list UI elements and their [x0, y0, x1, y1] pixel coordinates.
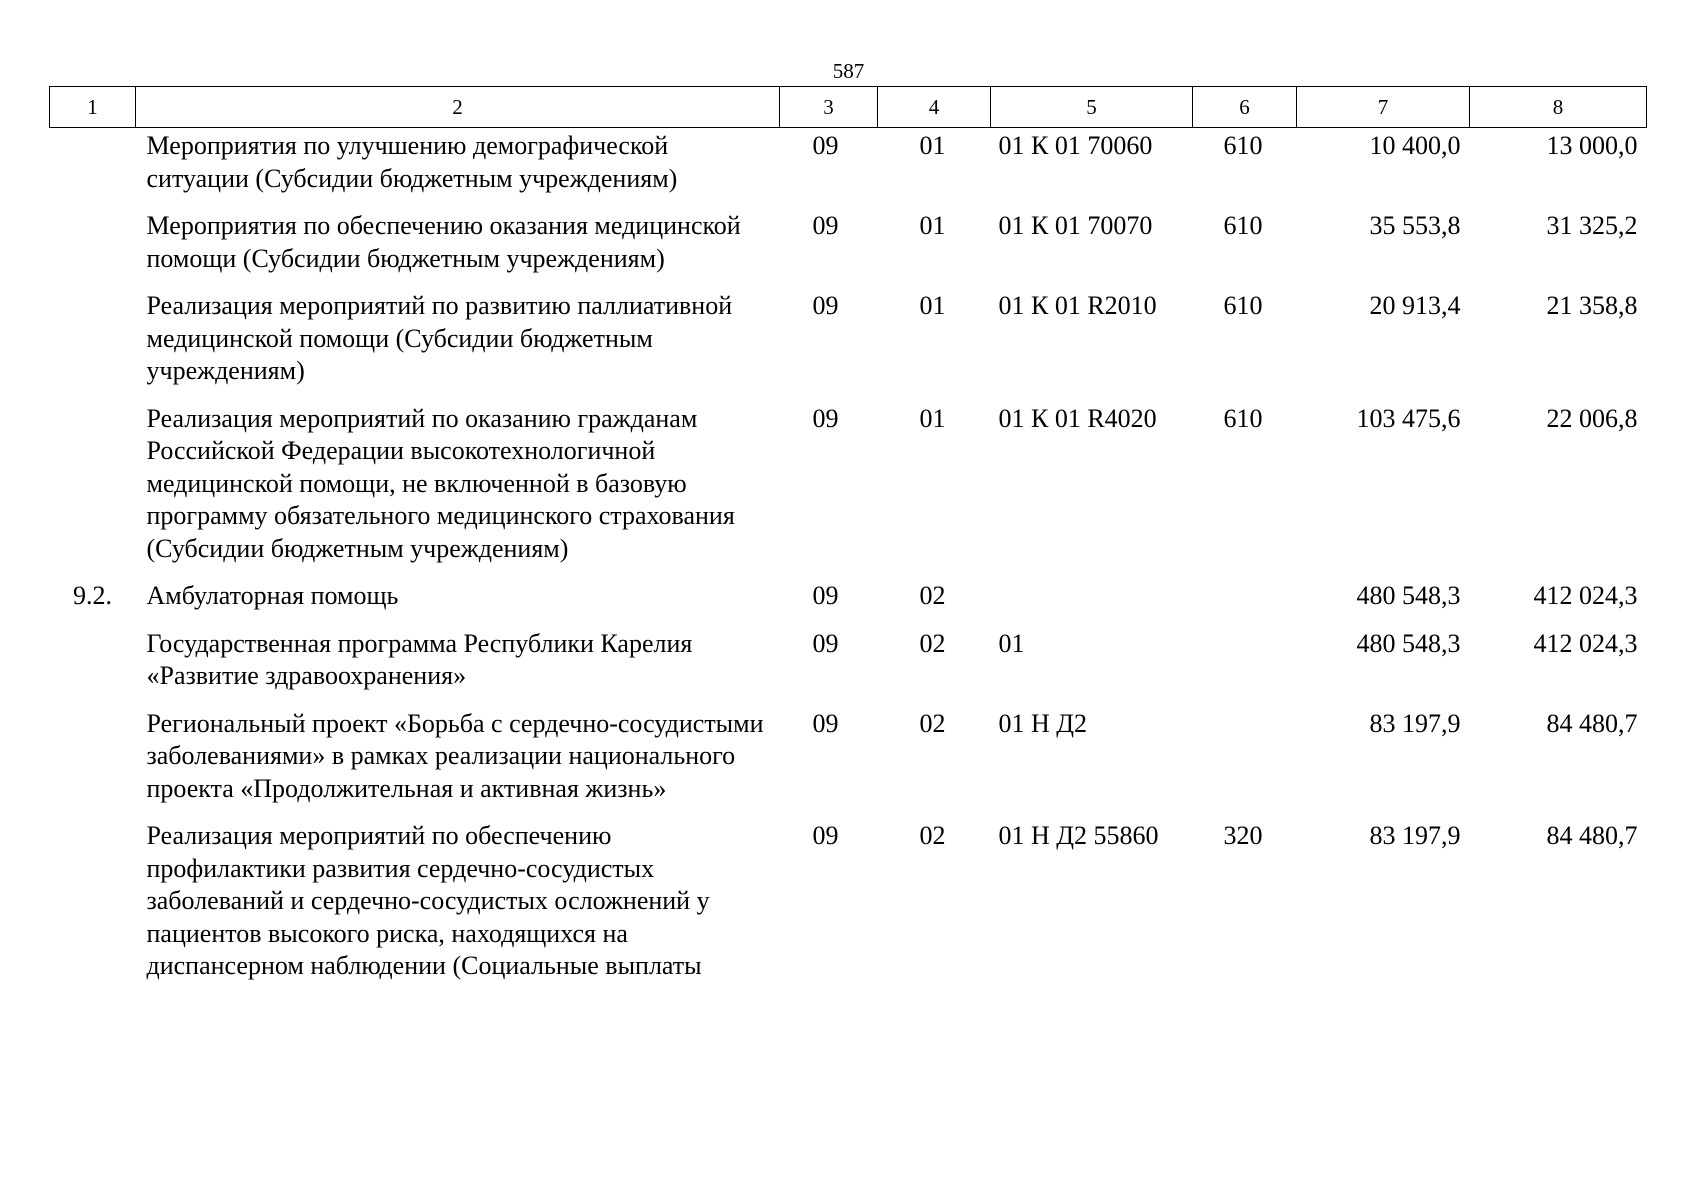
row-number [50, 397, 136, 575]
row-amount-2: 84 480,7 [1546, 708, 1638, 738]
row-number [50, 702, 136, 815]
row-target-article: 01 К 01 70070 [998, 211, 1153, 240]
table-row [50, 622, 1647, 702]
row-expense-type: 610 [1223, 131, 1263, 160]
header-row [50, 87, 1647, 128]
row-subsection: 01 [919, 211, 946, 240]
row-section: 09 [812, 131, 839, 160]
table-row [50, 128, 1647, 205]
row-subsection: 02 [919, 821, 946, 850]
row-section: 09 [812, 708, 839, 738]
row-amount-1: 480 548,3 [1356, 581, 1461, 610]
table-body [50, 128, 1647, 992]
row-expense-type: 320 [1223, 821, 1263, 850]
row-section: 09 [812, 211, 839, 240]
row-subsection: 02 [919, 708, 946, 738]
row-amount-1: 10 400,0 [1369, 131, 1461, 160]
row-number [50, 204, 136, 284]
row-number [50, 284, 136, 397]
row-expense-type: 610 [1223, 211, 1263, 240]
table-row [50, 284, 1647, 397]
row-description: Мероприятия по обеспечению оказания медицинской помощи (Субсидии бюджетным учреждениям) [146, 211, 741, 273]
row-amount-2: 84 480,7 [1546, 821, 1638, 850]
row-expense-type: 610 [1223, 403, 1263, 433]
row-description: Государственная программа Республики Карелия «Развитие здравоохранения» [146, 628, 693, 690]
row-target-article: 01 [998, 628, 1025, 658]
row-expense-type: 610 [1223, 291, 1263, 320]
table-row [50, 204, 1647, 284]
row-expense-type [1193, 702, 1297, 815]
row-amount-1: 83 197,9 [1369, 708, 1461, 738]
row-target-article [991, 574, 1193, 622]
row-number [50, 814, 136, 992]
table-row [50, 574, 1647, 622]
row-amount-2: 31 325,2 [1546, 211, 1638, 240]
row-amount-1: 20 913,4 [1369, 291, 1461, 320]
row-target-article: 01 К 01 R2010 [998, 291, 1157, 320]
row-number: 9.2. [73, 581, 112, 610]
row-subsection: 02 [919, 581, 946, 610]
row-subsection: 02 [919, 628, 946, 658]
row-description: Региональный проект «Борьба с сердечно-сосудистыми заболеваниями» в рамках реализации национального проекта «Продолжительная и активная жизнь» [146, 708, 764, 803]
row-amount-1: 83 197,9 [1369, 821, 1461, 850]
row-description: Амбулаторная помощь [146, 581, 399, 610]
row-target-article: 01 К 01 R4020 [998, 403, 1157, 433]
row-number [50, 622, 136, 702]
table-row [50, 702, 1647, 815]
row-amount-2: 13 000,0 [1546, 131, 1638, 160]
column-header-3: 3 [780, 87, 878, 128]
row-description: Реализация мероприятий по обеспечению профилактики развития сердечно-сосудистых заболеваний и сердечно-сосудистых осложнений у пациентов высокого риска, находящихся на диспансерном наблюдении (Социальные выплаты [146, 821, 710, 980]
row-expense-type [1193, 622, 1297, 702]
row-section: 09 [812, 581, 839, 610]
row-amount-1: 103 475,6 [1356, 403, 1461, 433]
column-header-5: 5 [991, 87, 1193, 128]
row-amount-2: 21 358,8 [1546, 291, 1638, 320]
row-amount-1: 35 553,8 [1369, 211, 1461, 240]
row-amount-2: 412 024,3 [1533, 581, 1638, 610]
column-header-6: 6 [1193, 87, 1297, 128]
row-expense-type [1193, 574, 1297, 622]
row-amount-2: 412 024,3 [1533, 628, 1638, 658]
column-number-header [50, 87, 1647, 128]
row-description: Реализация мероприятий по развитию паллиативной медицинской помощи (Субсидии бюджетным учреждениям) [146, 291, 733, 385]
row-number [50, 128, 136, 205]
row-section: 09 [812, 403, 839, 433]
column-header-2: 2 [136, 87, 780, 128]
row-description: Мероприятия по улучшению демографической ситуации (Субсидии бюджетным учреждениям) [146, 131, 678, 193]
row-description: Реализация мероприятий по оказанию гражданам Российской Федерации высокотехнологичной медицинской помощи, не включенной в базовую программу обязательного медицинского страхования (Субсидии бюджетным учреждениям) [146, 403, 735, 563]
row-target-article: 01 К 01 70060 [998, 131, 1153, 160]
column-header-8: 8 [1470, 87, 1647, 128]
row-subsection: 01 [919, 403, 946, 433]
column-header-4: 4 [878, 87, 991, 128]
table-row [50, 397, 1647, 575]
row-target-article: 01 Н Д2 55860 [998, 821, 1159, 850]
row-subsection: 01 [919, 131, 946, 160]
row-section: 09 [812, 291, 839, 320]
column-header-1: 1 [50, 87, 136, 128]
page-number: 587 [832, 59, 865, 83]
budget-table [49, 86, 1647, 992]
column-header-7: 7 [1297, 87, 1470, 128]
row-section: 09 [812, 821, 839, 850]
table-row [50, 814, 1647, 992]
row-amount-2: 22 006,8 [1546, 403, 1638, 433]
row-section: 09 [812, 628, 839, 658]
row-target-article: 01 Н Д2 [998, 708, 1088, 738]
row-subsection: 01 [919, 291, 946, 320]
row-amount-1: 480 548,3 [1356, 628, 1461, 658]
